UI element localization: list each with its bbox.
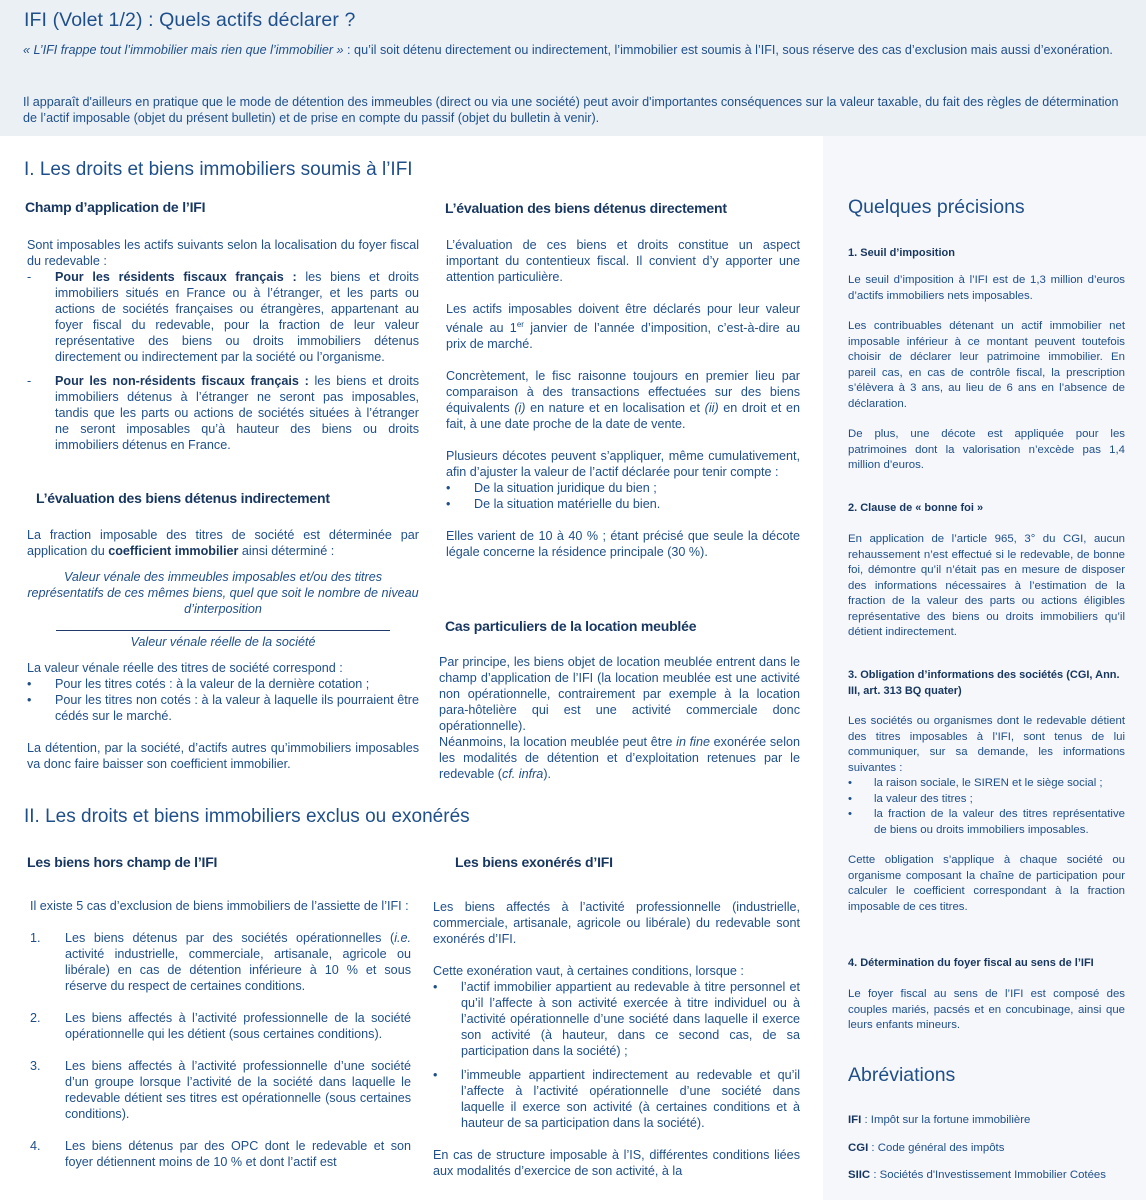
section-2-title: II. Les droits et biens immobiliers exclus ou exonérés (24, 806, 470, 827)
champ-intro: Sont imposables les actifs suivants selon la localisation du foyer fiscal du redevable : (27, 238, 419, 268)
list-item: 3. Les biens affectés à l’activité professionnelle d’une société d’un groupe lorsque l’activité de la société dans laquelle le redevable détient ses titres est opérationnelle (sous certaines conditions). (30, 1059, 411, 1121)
indirect-title: L’évaluation des biens détenus indirectement (36, 490, 330, 506)
fraction-denominator: Valeur vénale réelle de la société (130, 635, 316, 649)
meublee-block: Par principe, les biens objet de location meublée entrent dans le champ d’application de l’IFI (la location meublée est une activité non opérationnelle, contrairement par exemple à la location para-hôtelière qui est une activité commerciale donc opérationnelle). Néanmoins, la location meublée peut être in fine exonérée selon les modalités de détention et d’exploitation retenues par le redevable (cf. infra). (439, 655, 800, 781)
champ-block (27, 237, 419, 453)
list-item: • l’actif immobilier appartient au redevable à titre personnel et qu’il l’affecte à son activité exercée à titre individuel ou à l’activité opérationnelle d’une société dans laquelle il exerce son activité (à hauteur, dans ce second cas, de sa participation dans la société) ; (433, 980, 800, 1058)
list-item: • Pour les titres cotés : à la valeur de la dernière cotation ; (27, 677, 370, 691)
sidebar-title: Quelques précisions (848, 196, 1025, 218)
abbreviation-item: CGI : Code général des impôts (848, 1141, 1005, 1154)
list-item: 4. Les biens détenus par des OPC dont le redevable et son foyer détiennent moins de 10 % et dont l’actif est (30, 1139, 411, 1169)
exoneres-block: Les biens affectés à l’activité professionnelle (industrielle, commerciale, artisanale, agricole ou libérale) du redevable sont exonérés d’IFI. Cette exonération vaut, à certaines conditions, lorsque : • l’actif immobilier appartient au redevable à titre personnel et qu’il l’affecte à son activité exercée à titre individuel ou à l’activité opérationnelle d’une société dans laquelle il exerce son activité (à hauteur, dans ce second cas, de sa participation dans la société) ; • l’immeuble appartient indirectement au redevable et qu’il l’affecte à l’activité opérationnelle d’une société dans laquelle il exerce son activité (à certaines conditions et à hauteur de sa participation dans la société). En cas de structure imposable à l’IS, différentes conditions liées aux modalités d’exercice de son activité, à la (433, 900, 800, 1178)
abbreviation-item: IFI : Impôt sur la fortune immobilière (848, 1114, 1031, 1126)
list-item: • De la situation matérielle du bien. (446, 497, 661, 512)
list-item: • Pour les titres non cotés : à la valeur à laquelle ils pourraient être cédés sur le marché. (27, 693, 419, 723)
hors-champ-title: Les biens hors champ de l’IFI (27, 854, 218, 870)
section-1-title: I. Les droits et biens immobiliers soumis à l’IFI (24, 159, 413, 180)
sidebar-block-4: 4. Détermination du foyer fiscal au sens de l’IFI Le foyer fiscal au sens de l’IFI est composé des couples mariés, pacsés et en concubinage, ainsi que leurs enfants mineurs. (848, 957, 1125, 1031)
abbreviations-list (848, 1113, 1125, 1184)
page-title: IFI (Volet 1/2) : Quels actifs déclarer ? (24, 9, 356, 31)
list-item: 2. Les biens affectés à l’activité professionnelle de la société opérationnelle qui les détient (sous certaines conditions). (30, 1011, 411, 1041)
list-item: • l’immeuble appartient indirectement au redevable et qu’il l’affecte à l’activité opérationnelle d’une société dans laquelle il exerce son activité (à certaines conditions et à hauteur de sa participation dans la société). (433, 1068, 800, 1130)
sidebar-block-2: 2. Clause de « bonne foi » En application de l’article 965, 3° du CGI, aucun rehaussement n’est effectué si le redevable, de bonne foi, démontre qu’il n’était pas en mesure de disposer des informations nécessaires à l’estimation de la fraction de la valeur des parts ou actions éligibles représentative des biens ou droits immobiliers qu’il détient indirectement. (848, 502, 1125, 638)
indirect-intro: La fraction imposable des titres de société est déterminée par application du coefficient immobilier ainsi déterminé : (27, 528, 419, 558)
fraction-line (56, 630, 390, 631)
champ-title: Champ d’application de l’IFI (25, 199, 206, 215)
sidebar-block-1: 1. Seuil d’imposition Le seuil d’imposition à l’IFI est de 1,3 million d’euros d’actifs immobiliers nets imposables. Les contribuables détenant un actif immobilier net imposable inférieur à ce montant peuvent toutefois choisir de déclarer leur patrimoine immobilier. En pareil cas, en cas de contrôle fiscal, la prescription s’élèvera à 3 ans, au lieu de 6 ans en l’absence de déclaration. De plus, une décote est appliquée pour les patrimoines dont la valorisation n’excède pas 1,4 million d’euros. (848, 247, 1125, 471)
meublee-title: Cas particuliers de la location meublée (445, 618, 697, 634)
exoneres-title: Les biens exonérés d’IFI (455, 854, 613, 870)
bulletin-header (0, 0, 1146, 136)
direct-title: L’évaluation des biens détenus directement (445, 200, 727, 216)
intro-paragraph: « L’IFI frappe tout l’immobilier mais rien que l’immobilier » : qu’il soit détenu directement ou indirectement, l’immobilier est soumis à l’IFI, sous réserve des cas d’exclusion mais aussi d’exonération. (23, 43, 1113, 57)
list-item: • la fraction de la valeur des titres représentative de biens ou droits immobiliers imposables. (848, 808, 1125, 836)
list-item: • De la situation juridique du bien ; (446, 481, 657, 496)
abbreviations-title: Abréviations (848, 1064, 956, 1086)
list-item: - Pour les résidents fiscaux français : les biens et droits immobiliers situés en France ou à l’étranger, et les parts ou actions de sociétés françaises ou étrangères, appartenant au foyer fiscal du redevable, pour la fraction de leur valeur représentative des biens ou droits immobiliers détenus directement ou indirectement par la société ou l’organisme. (27, 270, 419, 364)
indirect-conclusion: La détention, par la société, d’actifs autres qu’immobiliers imposables va donc faire baisser son coefficient immobilier. (27, 741, 419, 771)
direct-block: L’évaluation de ces biens et droits constitue un aspect important du contentieux fiscal. Il convient d’y apporter une attention particulière. Les actifs imposables doivent être déclarés pour leur valeur vénale au 1er janvier de l’année d’imposition, c’est-à-dire au prix de marché. Concrètement, le fisc raisonne toujours en premier lieu par comparaison à des transactions effectuées sur des biens équivalents (i) en nature et en localisation et (ii) en droit et en fait, à une date proche de la date de vente. Plusieurs décotes peuvent s’appliquer, même cumulativement, afin d’ajuster la valeur de l’actif déclarée pour tenir compte : • De la situation juridique du bien ; • De la situation matérielle du bien. Elles varient de 10 à 40 % ; étant précisé que seule la décote légale concerne la résidence principale (30 %). (446, 238, 801, 560)
list-item: • la raison sociale, le SIREN et le siège social ; (848, 777, 1103, 789)
sidebar-block-3: 3. Obligation d’informations des sociétés (CGI, Ann. III, art. 313 BQ quater) Les sociétés ou organismes dont le redevable détient des titres imposables à l’IFI, sont tenus de lui communiquer, sur sa demande, les informations suivantes : • la raison sociale, le SIREN et le siège social ; • la valeur des titres ; • la fraction de la valeur des titres représentative de biens ou droits immobiliers imposables. Cette obligation s’applique à chaque société ou organisme composant la chaîne de participation pour calculer le coefficient correspondant à la fraction imposable de ces titres. (848, 669, 1125, 913)
abbreviation-item: SIIC : Sociétés d'Investissement Immobilier Cotées (848, 1169, 1106, 1181)
list-item: • la valeur des titres ; (848, 792, 973, 805)
indirect-value-block: La valeur vénale réelle des titres de société correspond : • Pour les titres cotés : à la valeur de la dernière cotation ; • Pour les titres non cotés : à la valeur à laquelle ils pourraient être cédés sur le marché. La détention, par la société, d’actifs autres qu’immobiliers imposables va donc faire baisser son coefficient immobilier. (27, 661, 419, 771)
list-item: - Pour les non-résidents fiscaux français : les biens et droits immobiliers détenus à l’étranger ne seront pas imposables, tandis que les parts ou actions de sociétés situées à l’étranger ne seront imposables qu’à hauteur des biens ou droits immobiliers détenus en France. (27, 374, 419, 452)
intro-paragraph-2: Il apparaît d'ailleurs en pratique que le mode de détention des immeubles (direct ou via une société) peut avoir d'importantes conséquences sur la valeur taxable, du fait des règles de détermination de l’actif imposable (objet du présent bulletin) et de prise en compte du passif (objet du bulletin à venir). (23, 95, 1119, 125)
list-item: 1. Les biens détenus par des sociétés opérationnelles (i.e. activité industrielle, commerciale, artisanale, agricole ou libérale) en cas de détention inférieure à 10 % et sous réserve du respect de certaines conditions. (30, 931, 411, 993)
indirect-block (27, 527, 419, 559)
intro-quote: « L’IFI frappe tout l’immobilier mais rien que l’immobilier » (23, 43, 344, 57)
hors-champ-block: Il existe 5 cas d’exclusion de biens immobiliers de l’assiette de l’IFI : 1. Les biens détenus par des sociétés opérationnelles (i.e. activité industrielle, commerciale, artisanale, agricole ou libérale) en cas de détention inférieure à 10 % et sous réserve du respect de certaines conditions. 2. Les biens affectés à l’activité professionnelle de la société opérationnelle qui les détient (sous certaines conditions). 3. Les biens affectés à l’activité professionnelle d’une société d’un groupe lorsque l’activité de la société dans laquelle le redevable détient ses titres est opérationnelle (sous certaines conditions). 4. Les biens détenus par des OPC dont le redevable et son foyer détiennent moins de 10 % et dont l’actif est (30, 899, 411, 1169)
fraction-numerator: Valeur vénale des immeubles imposables et/ou des titres représentatifs de ces mêmes biens, quel que soit le nombre de niveau d’interposition (27, 570, 419, 616)
